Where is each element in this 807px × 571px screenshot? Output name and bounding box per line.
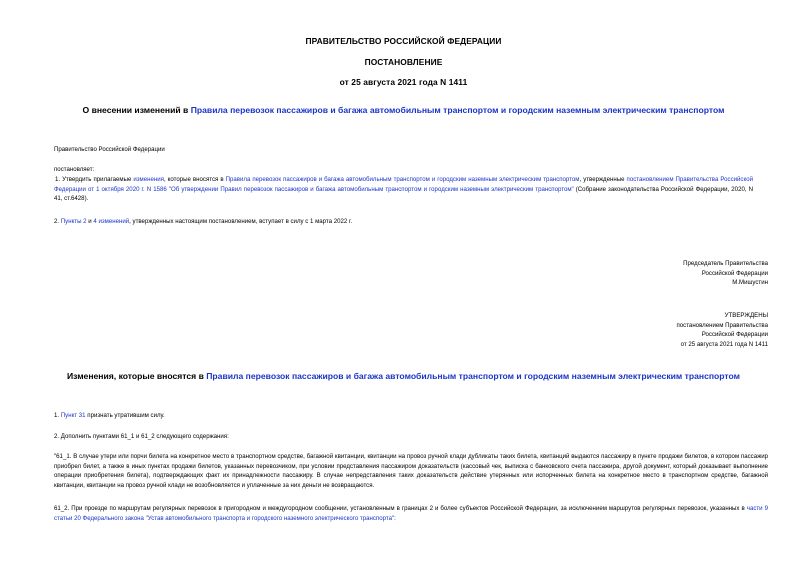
signature-name: М.Мишустин [732, 279, 768, 287]
doc-date-heading: от 25 августа 2021 года N 1411 [339, 77, 468, 87]
gov-line: Правительство Российской Федерации [54, 146, 165, 153]
approved-block [560, 311, 768, 349]
signature-country: Российской Федерации [701, 269, 768, 277]
approved-by: постановлением Правительства [676, 321, 768, 329]
doc-type-heading: ПОСТАНОВЛЕНИЕ [364, 57, 443, 67]
p1-text-b: , которые вносятся в [163, 176, 226, 183]
quoted-61-1: "61_1. В случае утери или порчи билета на конкретное место в транспортном средстве, багажной квитанции, квитанции на провоз ручной клади дубликаты таких билета, квитанций выдаются пассажиру в пункте продажи билетов, в котором пассажир приобрел билет, а также в иных пунктах продажи билетов, указанных перевозчиком, при условии представления пассажиром доказательств (кассовый чек, выписка с банковского счета пассажира, другой документ, который доказывает выполнение операции приобретения билета), подтверждающих факт их принадлежности пассажиру. В случае непредставления таких доказательств действие утерянных или испорченных билета на конкретное место в транспортном средстве, багажной квитанции, квитанции на провоз ручной клади не возобновляется и уплаченные за них деньги не возвращаются. [54, 453, 768, 489]
signature-block [560, 259, 768, 288]
p1-text-a: 1. Утвердить прилагаемые [55, 176, 134, 183]
paragraph-2 [54, 217, 352, 227]
quoted-61-2 [54, 504, 768, 523]
p1-link-decree[interactable]: постановлением Правительства Российской Федерации от 1 октября 2020 г. N 1586 "Об утверждении Правил перевозок пассажиров и багажа автомобильным транспортом и городским наземным электрическим транспортом" [54, 176, 754, 193]
c1-text-a: 1. [54, 412, 61, 419]
p2-text-b: и [86, 218, 94, 225]
c1-text-b: признать утратившим силу. [85, 412, 165, 419]
changes-title-prefix: Изменения, которые вносятся в [66, 371, 207, 381]
p2-link-items[interactable]: Пункты 2 [60, 218, 87, 225]
p2-link-changes[interactable]: 4 изменений [93, 218, 130, 225]
document-title-prefix: О внесении изменений в [82, 105, 191, 115]
change-1 [54, 411, 165, 421]
signature-title: Председатель Правительства [683, 260, 768, 267]
document-title-link[interactable]: Правила перевозок пассажиров и багажа автомобильным транспортом и городским наземным электрическим транспортом [190, 105, 725, 115]
q2-link-law[interactable]: части 9 статьи 20 Федерального закона "Устав автомобильного транспорта и городского наземного электрического транспорта" [54, 505, 769, 522]
approved-date: от 25 августа 2021 года N 1411 [680, 340, 768, 348]
changes-title [0, 371, 807, 381]
paragraph-1 [54, 175, 753, 204]
change-2: 2. Дополнить пунктами 61_1 и 61_2 следующего содержания: [54, 433, 229, 440]
p1-link-changes[interactable]: изменения [133, 176, 164, 183]
decrees-line: постановляет: [54, 166, 95, 173]
q2-text-a: 61_2. При проезде по маршрутам регулярных перевозок в пригородном и междугородном сообщении, установленным в границах 2 и более субъектов Российской Федерации, за исключением маршрутов регулярных перевозок, указанных в [54, 505, 747, 512]
approved-label: УТВЕРЖДЕНЫ [724, 312, 768, 319]
approved-country: Российской Федерации [701, 331, 768, 339]
document-title [0, 105, 807, 115]
p1-text-c: , утвержденные [579, 176, 627, 183]
org-heading: ПРАВИТЕЛЬСТВО РОССИЙСКОЙ ФЕДЕРАЦИИ [305, 36, 502, 46]
p1-link-rules[interactable]: Правила перевозок пассажиров и багажа автомобильным транспортом и городским наземным электрическим транспортом [225, 176, 580, 183]
q2-text-b: : [394, 514, 396, 522]
p1-text-d: (Собрание законодательства Российской Федерации, 2020, N 41, ст.6428). [54, 185, 753, 203]
p2-text-c: , утвержденных настоящим постановлением, вступает в силу с 1 марта 2022 г. [129, 218, 353, 225]
changes-title-link[interactable]: Правила перевозок пассажиров и багажа автомобильным транспортом и городским наземным электрическим транспортом [206, 371, 741, 381]
c1-link-item31[interactable]: Пункт 31 [60, 412, 86, 419]
p2-text-a: 2. [54, 218, 61, 225]
